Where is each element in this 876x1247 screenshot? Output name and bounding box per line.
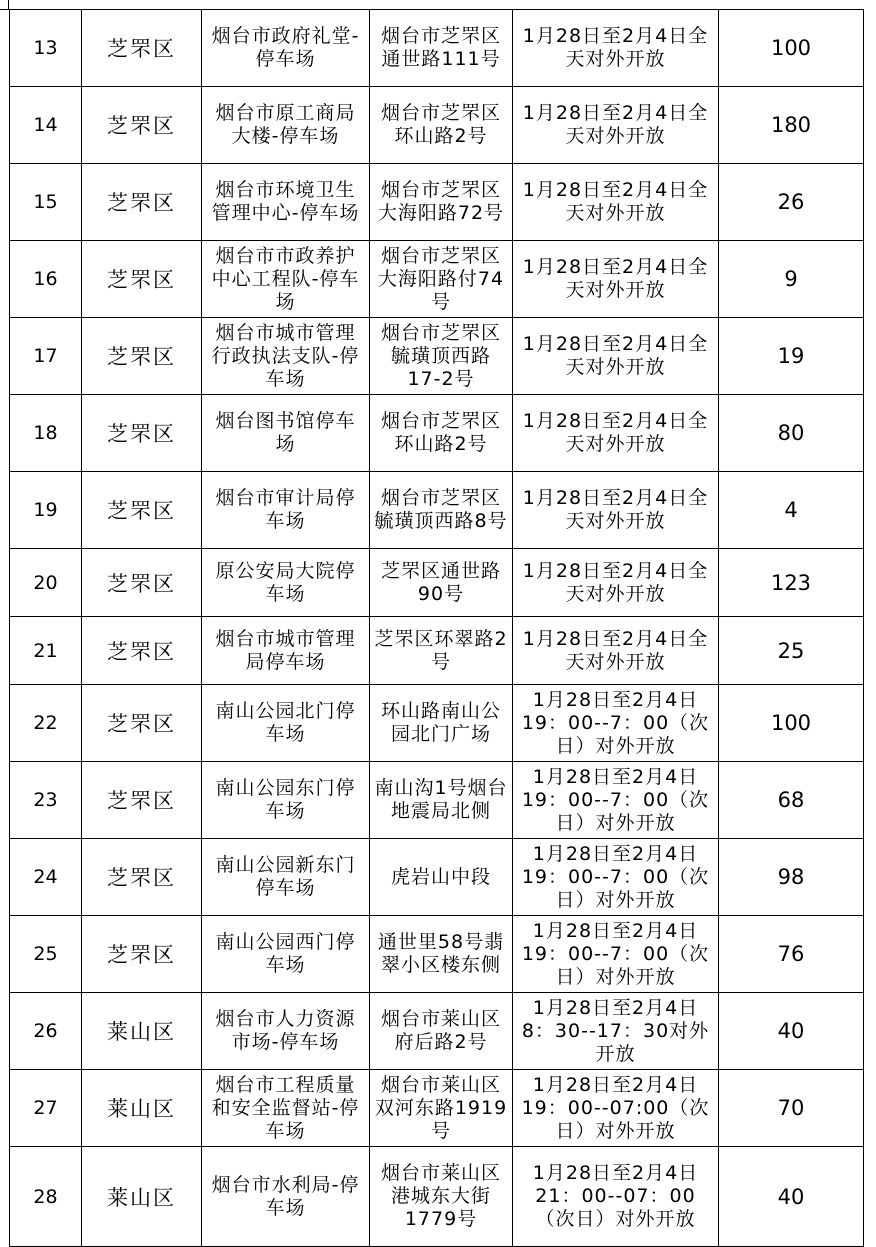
row-district: 芝罘区 (82, 10, 202, 87)
row-number: 19 (10, 472, 82, 549)
row-open-hours: 1月28日至2月4日全天对外开放 (513, 10, 719, 87)
parking-table (9, 9, 864, 1247)
row-space-count: 123 (719, 549, 864, 617)
row-space-count: 98 (719, 839, 864, 916)
row-address: 芝罘区环翠路2号 (370, 617, 513, 685)
row-address: 烟台市芝罘区毓璜顶西路8号 (370, 472, 513, 549)
table-row (10, 1070, 864, 1147)
row-parking-name: 烟台市原工商局大楼-停车场 (202, 87, 370, 164)
row-open-hours: 1月28日至2月4日8：30--17：30对外开放 (513, 993, 719, 1070)
row-open-hours: 1月28日至2月4日19：00--7：00（次日）对外开放 (513, 685, 719, 762)
table-row (10, 549, 864, 617)
table-row (10, 10, 864, 87)
row-parking-name: 南山公园西门停车场 (202, 916, 370, 993)
row-number: 20 (10, 549, 82, 617)
table-row (10, 993, 864, 1070)
row-space-count: 4 (719, 472, 864, 549)
row-open-hours: 1月28日至2月4日21：00--07：00（次日）对外开放 (513, 1147, 719, 1247)
row-parking-name: 烟台市城市管理局停车场 (202, 617, 370, 685)
row-number: 18 (10, 395, 82, 472)
row-number: 27 (10, 1070, 82, 1147)
row-district: 芝罘区 (82, 395, 202, 472)
row-district: 芝罘区 (82, 318, 202, 395)
row-number: 15 (10, 164, 82, 241)
row-address: 烟台市芝罘区通世路111号 (370, 10, 513, 87)
row-open-hours: 1月28日至2月4日全天对外开放 (513, 318, 719, 395)
row-open-hours: 1月28日至2月4日全天对外开放 (513, 164, 719, 241)
row-open-hours: 1月28日至2月4日19：00--7：00（次日）对外开放 (513, 916, 719, 993)
row-number: 23 (10, 762, 82, 839)
table-row (10, 241, 864, 318)
row-number: 28 (10, 1147, 82, 1247)
row-space-count: 19 (719, 318, 864, 395)
row-district: 芝罘区 (82, 839, 202, 916)
row-space-count: 180 (719, 87, 864, 164)
row-address: 烟台市芝罘区毓璜顶西路17-2号 (370, 318, 513, 395)
row-district: 芝罘区 (82, 549, 202, 617)
row-district: 芝罘区 (82, 762, 202, 839)
row-address: 环山路南山公园北门广场 (370, 685, 513, 762)
row-address: 烟台市芝罘区环山路2号 (370, 87, 513, 164)
row-address: 烟台市芝罘区环山路2号 (370, 395, 513, 472)
row-open-hours: 1月28日至2月4日全天对外开放 (513, 395, 719, 472)
row-address: 芝罘区通世路90号 (370, 549, 513, 617)
row-space-count: 9 (719, 241, 864, 318)
row-parking-name: 烟台市工程质量和安全监督站-停车场 (202, 1070, 370, 1147)
row-address: 烟台市莱山区港城东大街1779号 (370, 1147, 513, 1247)
row-parking-name: 烟台市政府礼堂-停车场 (202, 10, 370, 87)
row-number: 26 (10, 993, 82, 1070)
table-row (10, 839, 864, 916)
row-number: 17 (10, 318, 82, 395)
row-parking-name: 南山公园北门停车场 (202, 685, 370, 762)
row-address: 烟台市芝罘区大海阳路72号 (370, 164, 513, 241)
row-parking-name: 烟台市水利局-停车场 (202, 1147, 370, 1247)
row-open-hours: 1月28日至2月4日全天对外开放 (513, 87, 719, 164)
row-space-count: 68 (719, 762, 864, 839)
row-space-count: 70 (719, 1070, 864, 1147)
row-number: 22 (10, 685, 82, 762)
row-number: 14 (10, 87, 82, 164)
row-district: 芝罘区 (82, 241, 202, 318)
row-space-count: 100 (719, 685, 864, 762)
row-space-count: 76 (719, 916, 864, 993)
row-district: 芝罘区 (82, 685, 202, 762)
row-parking-name: 南山公园新东门停车场 (202, 839, 370, 916)
crop-mark-horizontal (0, 9, 9, 10)
table-row (10, 617, 864, 685)
row-open-hours: 1月28日至2月4日全天对外开放 (513, 617, 719, 685)
row-district: 莱山区 (82, 1147, 202, 1247)
row-number: 13 (10, 10, 82, 87)
row-open-hours: 1月28日至2月4日全天对外开放 (513, 241, 719, 318)
row-parking-name: 烟台市城市管理行政执法支队-停车场 (202, 318, 370, 395)
row-district: 芝罘区 (82, 87, 202, 164)
row-address: 烟台市莱山区双河东路1919号 (370, 1070, 513, 1147)
row-address: 虎岩山中段 (370, 839, 513, 916)
row-district: 莱山区 (82, 993, 202, 1070)
row-address: 烟台市莱山区府后路2号 (370, 993, 513, 1070)
table-row (10, 1147, 864, 1247)
table-row (10, 395, 864, 472)
row-parking-name: 烟台市环境卫生管理中心-停车场 (202, 164, 370, 241)
row-number: 16 (10, 241, 82, 318)
row-number: 24 (10, 839, 82, 916)
row-parking-name: 烟台市市政养护中心工程队-停车场 (202, 241, 370, 318)
row-open-hours: 1月28日至2月4日全天对外开放 (513, 549, 719, 617)
table-row (10, 164, 864, 241)
row-space-count: 80 (719, 395, 864, 472)
row-district: 芝罘区 (82, 916, 202, 993)
row-parking-name: 烟台市审计局停车场 (202, 472, 370, 549)
row-open-hours: 1月28日至2月4日19：00--7：00（次日）对外开放 (513, 839, 719, 916)
row-number: 21 (10, 617, 82, 685)
table-row (10, 318, 864, 395)
row-district: 莱山区 (82, 1070, 202, 1147)
row-district: 芝罘区 (82, 472, 202, 549)
row-space-count: 40 (719, 993, 864, 1070)
table-row (10, 472, 864, 549)
row-space-count: 40 (719, 1147, 864, 1247)
row-space-count: 25 (719, 617, 864, 685)
row-address: 通世里58号翡翠小区楼东侧 (370, 916, 513, 993)
row-parking-name: 烟台市人力资源市场-停车场 (202, 993, 370, 1070)
row-open-hours: 1月28日至2月4日全天对外开放 (513, 472, 719, 549)
parking-table-body (10, 10, 864, 1247)
row-open-hours: 1月28日至2月4日19：00--7：00（次日）对外开放 (513, 762, 719, 839)
row-parking-name: 烟台图书馆停车场 (202, 395, 370, 472)
row-space-count: 26 (719, 164, 864, 241)
row-address: 南山沟1号烟台地震局北侧 (370, 762, 513, 839)
table-row (10, 685, 864, 762)
table-row (10, 916, 864, 993)
row-district: 芝罘区 (82, 164, 202, 241)
row-district: 芝罘区 (82, 617, 202, 685)
table-row (10, 87, 864, 164)
row-parking-name: 南山公园东门停车场 (202, 762, 370, 839)
row-address: 烟台市芝罘区大海阳路付74号 (370, 241, 513, 318)
row-number: 25 (10, 916, 82, 993)
row-space-count: 100 (719, 10, 864, 87)
table-row (10, 762, 864, 839)
row-open-hours: 1月28日至2月4日19：00--07:00（次日）对外开放 (513, 1070, 719, 1147)
row-parking-name: 原公安局大院停车场 (202, 549, 370, 617)
